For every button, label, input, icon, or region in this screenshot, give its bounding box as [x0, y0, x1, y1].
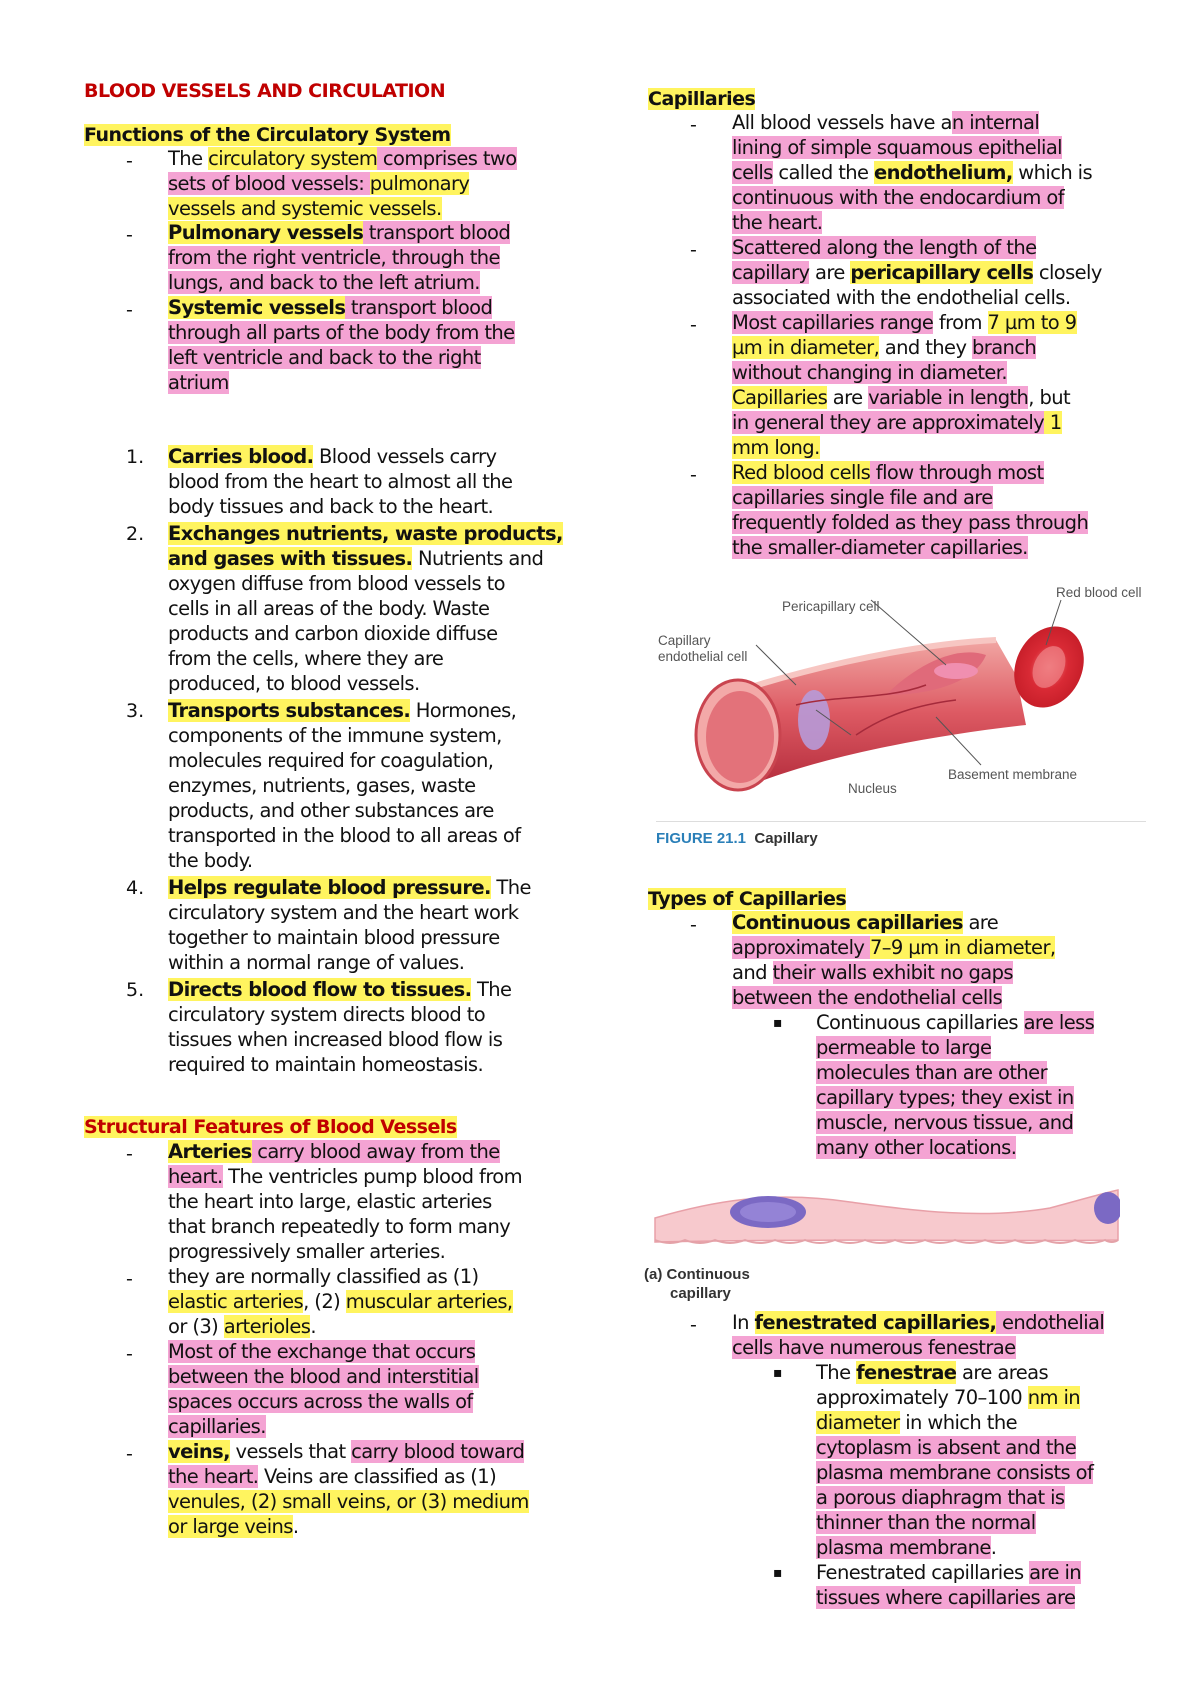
square-marker: ▪: [773, 1565, 783, 1581]
list-number: 2.: [126, 523, 145, 545]
square-marker: ▪: [773, 1365, 783, 1381]
capillary-figure: Pericapillary cell Red blood cell Capillary endothelial cell Nucleus Basement membrane FIGURE 21.1 Capillary: [656, 585, 1156, 845]
numbered-item-1: Carries blood. Blood vessels carry: [168, 445, 497, 468]
figure-caption: FIGURE 21.1 Capillary: [656, 830, 818, 847]
dash-marker: -: [126, 224, 133, 246]
types-heading: Types of Capillaries: [648, 888, 847, 910]
numbered-item-2: Exchanges nutrients, waste products,: [168, 522, 563, 545]
dash-marker: -: [126, 1143, 133, 1165]
capillaries-bullet-2: Scattered along the length of the: [732, 236, 1037, 259]
endothelial-label: Capillary: [658, 633, 711, 648]
numbered-item-5: Directs blood flow to tissues. The: [168, 978, 512, 1001]
page-title: BLOOD VESSELS AND CIRCULATION: [84, 80, 446, 102]
nucleus-label: Nucleus: [848, 781, 897, 796]
list-number: 5.: [126, 979, 145, 1001]
pericapillary-label: Pericapillary cell: [782, 599, 880, 614]
arteries-bullet: Arteries carry blood away from the: [168, 1140, 500, 1163]
capillary-illustration: [656, 585, 1156, 805]
dash-marker: -: [690, 464, 697, 486]
numbered-item-4: Helps regulate blood pressure. The: [168, 876, 531, 899]
continuous-sub-bullet: Continuous capillaries are less: [816, 1011, 1095, 1034]
dash-marker: -: [690, 239, 697, 261]
capillaries-bullet-4: Red blood cells flow through most: [732, 461, 1044, 484]
functions-bullet-2: Pulmonary vessels transport blood: [168, 221, 511, 244]
fenestrated-location-sub-bullet: Fenestrated capillaries are in: [816, 1561, 1082, 1584]
functions-bullet-1: The circulatory system comprises two: [168, 147, 517, 170]
fenestrated-bullet: In fenestrated capillaries, endothelial: [732, 1311, 1105, 1334]
list-number: 1.: [126, 446, 145, 468]
continuous-capillary-illustration: [650, 1180, 1120, 1250]
continuous-bullet: Continuous capillaries are: [732, 911, 999, 934]
list-number: 4.: [126, 877, 145, 899]
dash-marker: -: [690, 314, 697, 336]
dash-marker: -: [126, 299, 133, 321]
capillaries-bullet-3: Most capillaries range from 7 µm to 9: [732, 311, 1077, 334]
functions-heading: Functions of the Circulatory System: [84, 124, 451, 146]
exchange-bullet: Most of the exchange that occurs: [168, 1340, 476, 1363]
capillaries-heading: Capillaries: [648, 88, 756, 110]
list-number: 3.: [126, 700, 145, 722]
basement-membrane-label: Basement membrane: [948, 767, 1078, 782]
rbc-label: Red blood cell: [1056, 585, 1142, 600]
veins-bullet: veins, vessels that carry blood toward: [168, 1440, 525, 1463]
dash-marker: -: [126, 1343, 133, 1365]
dash-marker: -: [126, 1268, 133, 1290]
figure-divider: [656, 821, 1146, 822]
classified-bullet: they are normally classified as (1): [168, 1265, 479, 1288]
capillaries-bullet-1: All blood vessels have an internal: [732, 111, 1040, 134]
functions-bullet-3: Systemic vessels transport blood: [168, 296, 493, 319]
structural-heading: Structural Features of Blood Vessels: [84, 1116, 457, 1138]
continuous-figure-caption: (a) Continuous: [644, 1266, 750, 1283]
dash-marker: -: [126, 1443, 133, 1465]
numbered-item-3: Transports substances. Hormones,: [168, 699, 517, 722]
dash-marker: -: [690, 114, 697, 136]
fenestrae-sub-bullet: The fenestrae are areas: [816, 1361, 1049, 1384]
dash-marker: -: [690, 1314, 697, 1336]
dash-marker: -: [126, 150, 133, 172]
dash-marker: -: [690, 914, 697, 936]
square-marker: ▪: [773, 1015, 783, 1031]
